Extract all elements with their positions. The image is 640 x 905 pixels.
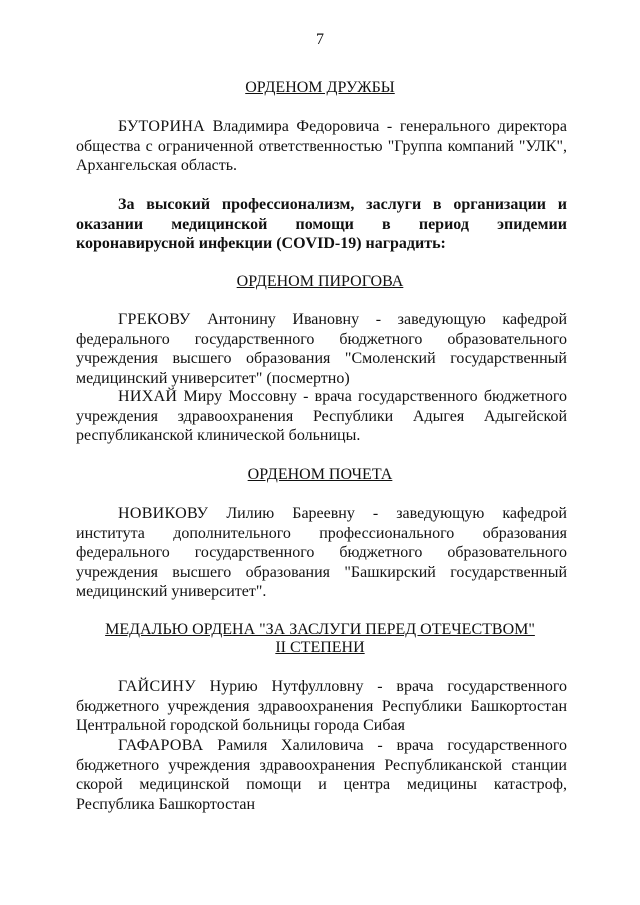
recipient-details: Нурию Нутфулловну - врача государственного бюджетного учреждения здравоохранения Республики Башкортостан Центральной городской больницы города Сибая [76,678,568,734]
award-entry-novikova [76,504,567,602]
recipient-details: Антонину Ивановну - заведующую кафедрой федерального государственного бюджетного образовательного учреждения высшего образования "Смоленский государственный медицинский университет" (посмертно) [76,311,568,387]
recipient-name: НИХАЙ [118,388,178,405]
recipient-details: Владимира Федоровича - генерального директора общества с ограниченной ответственностью "Группа компаний "УЛК", Архангельская область. [76,118,567,174]
section-heading-friendship: ОРДЕНОМ ДРУЖБЫ [245,79,395,96]
award-entry-grekova [76,310,567,388]
page-number: 7 [316,31,324,48]
award-intro: За высокий профессионализм, заслуги в организации и оказании медицинской помощи в период эпидемии коронавирусной инфекции (COVID-19) наградить: [76,196,567,252]
section-heading-medal-degree: II СТЕПЕНИ [275,639,365,656]
award-entry-nikhai [76,387,567,446]
award-entry-butorina [76,117,567,176]
section-heading-honor: ОРДЕНОМ ПОЧЕТА [247,466,393,483]
recipient-details: Рамиля Халиловича - врача государственного бюджетного учреждения здравоохранения Республиканской станции скорой медицинской помощи и центра медицины катастроф, Республика Башкортостан [76,737,568,813]
recipient-name: ГРЕКОВУ [118,311,191,328]
recipient-name: ГАЙСИНУ [118,678,196,695]
section-heading-pirogov: ОРДЕНОМ ПИРОГОВА [236,273,404,290]
award-entry-gaisina [76,677,567,736]
recipient-name: НОВИКОВУ [118,505,209,522]
section-heading-medal: МЕДАЛЬЮ ОРДЕНА "ЗА ЗАСЛУГИ ПЕРЕД ОТЕЧЕСТВОМ" [105,621,535,638]
award-entry-gafarov [76,736,567,814]
recipient-details: Лилию Бареевну - заведующую кафедрой института дополнительного профессионального образования федерального государственного бюджетного образовательного учреждения высшего образования "Башкирский государственный медицинский университет". [76,505,567,600]
recipient-details: Миру Моссовну - врача государственного бюджетного учреждения здравоохранения Республики Адыгея Адыгейской республиканской клинической больницы. [76,388,567,444]
recipient-name: БУТОРИНА [118,118,206,135]
recipient-name: ГАФАРОВА [118,737,204,754]
